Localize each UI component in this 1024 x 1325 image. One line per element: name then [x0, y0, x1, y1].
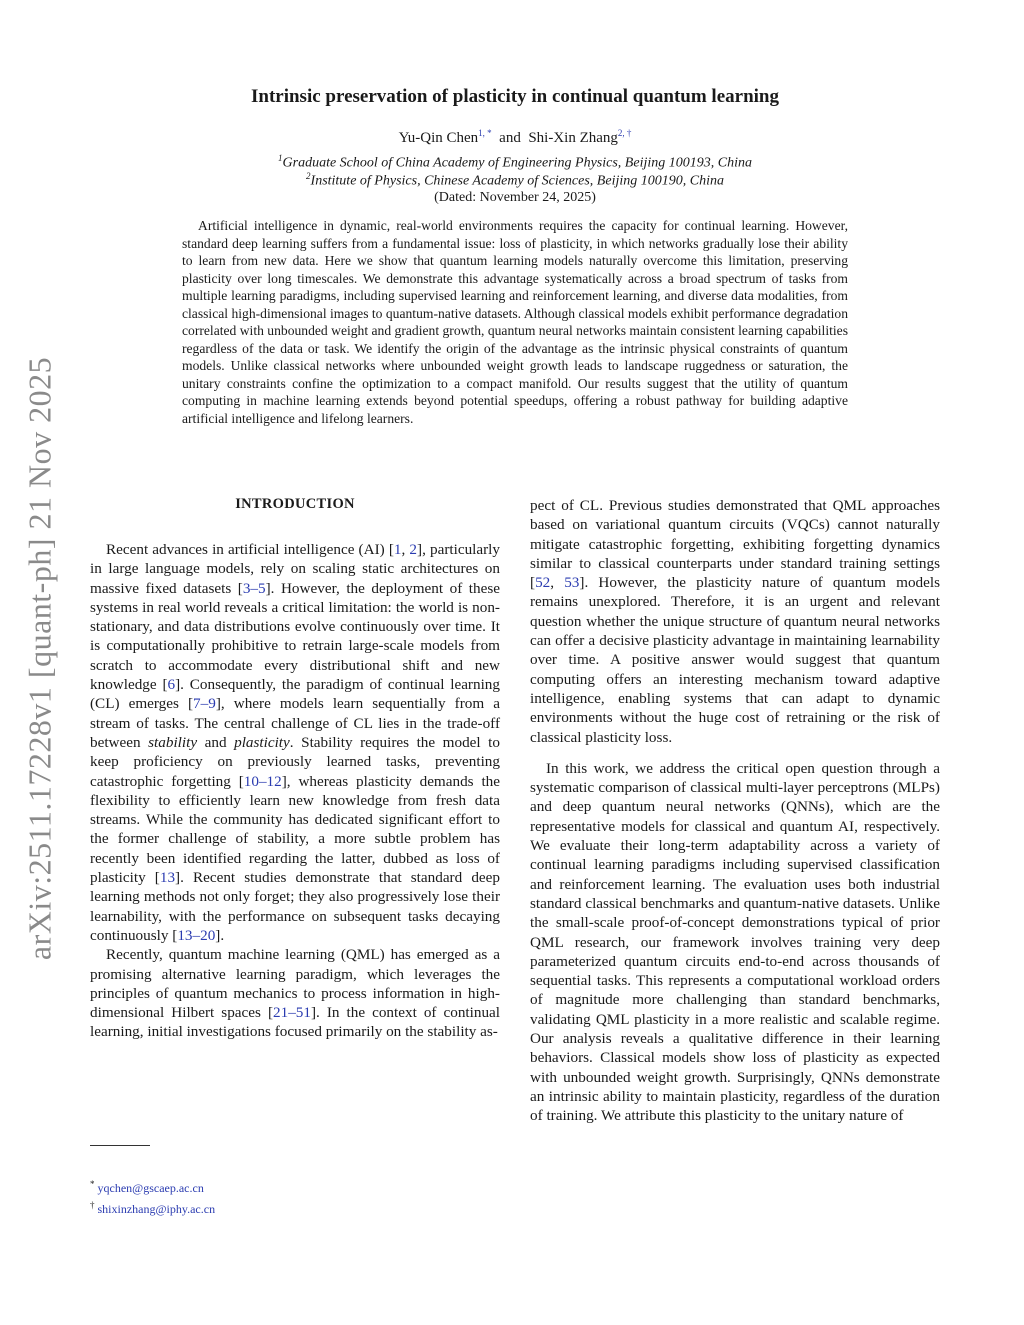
- citation-link[interactable]: 1: [393, 541, 402, 558]
- author-line: [130, 128, 900, 147]
- footnotes: [90, 1176, 490, 1218]
- date-line: (Dated: November 24, 2025): [434, 190, 596, 205]
- footnote-1: * yqchen@gscaep.ac.cn: [90, 1179, 204, 1195]
- affiliation-1-number: 1: [278, 153, 283, 163]
- author-zhang: Shi-Xin Zhang: [528, 130, 618, 146]
- citation-link[interactable]: 10–12: [243, 772, 282, 790]
- affiliation-1: [130, 153, 900, 172]
- arxiv-identifier: arXiv:2511.17228v1 [quant-ph] 21 Nov 2025: [21, 356, 58, 961]
- footnote-2: † shixinzhang@iphy.ac.cn: [90, 1200, 216, 1216]
- citation-link[interactable]: 13: [159, 869, 176, 887]
- footnote-divider: [90, 1145, 150, 1146]
- intro-paragraph-1: Recent advances in artificial intelligence (AI) [1, 2], particularly in large language models, rely on scaling static architectures on massive fixed datasets [3–5]. However, the deployment of these systems in real world reveals a critical limitation: the world is non-stationary, and data distributions evolve continuously over time. It is computationally prohibitive to retrain large-scale models from scratch to accommodate every distributional shift and new knowledge [6]. Consequently, the paradigm of continual learning (CL) emerges [7–9], where models learn sequentially from a stream of tasks. The central challenge of CL lies in the trade-off between stability and plasticity. Stability requires the model to keep proficiency on previously learned tasks, preventing catastrophic forgetting [10–12], whereas plasticity demands the flexibility to efficiently learn new knowledge from fresh data streams. While the community has dedicated significant effort to the former challenge of stability, a more subtle problem has recently been identified regarding the latter, dubbed as loss of plasticity [13]. Recent studies demonstrate that standard deep learning methods not only forget; they also progressively lose their learnability, with the performance on subsequent tasks decaying continuously [13–20].: [90, 541, 500, 944]
- section-heading-introduction: INTRODUCTION: [235, 496, 355, 512]
- citation-link[interactable]: 2: [409, 541, 418, 558]
- citation-link[interactable]: 7–9: [193, 695, 216, 713]
- citation-link[interactable]: 6: [167, 676, 176, 694]
- paper-title: Intrinsic preservation of plasticity in continual quantum learning: [250, 86, 779, 107]
- citation-link[interactable]: 3–5: [242, 579, 266, 597]
- intro-paragraph-2: Recently, quantum machine learning (QML) has emerged as a promising alternative learning paradigm, which leverages the principles of quantum mechanics to process information in high-dimensional Hilbert spaces [21–51]. In the context of continual learning, initial investigations focused primarily on the stability as-: [90, 946, 501, 1041]
- author-zhang-marks[interactable]: 2, †: [617, 128, 632, 138]
- email-link-chen[interactable]: yqchen@gscaep.ac.cn: [97, 1181, 204, 1195]
- abstract: Artificial intelligence in dynamic, real-world environments requires the capacity for continual learning. However, standard deep learning suffers from a fundamental issue: loss of plasticity, in which networks gradually lose their ability to learn from new data. Here we show that quantum learning models naturally overcome this limitation, preserving plasticity over long timescales. We demonstrate this advantage systematically across a broad spectrum of tasks from multiple learning paradigms, including supervised learning and reinforcement learning, and diverse data modalities, from classical high-dimensional images to quantum-native datasets. Although classical models exhibit performance degradation correlated with unbounded weight and gradient growth, quantum neural networks maintain consistent learning capabilities regardless of the data or task. We identify the origin of the advantage as the intrinsic physical constraints of quantum models. Unlike classical networks where unbounded weight growth leads to landscape ruggedness or saturation, the unitary constraints confine the optimization to a compact manifold. Our results suggest that the utility of quantum computing in machine learning extends beyond potential speedups, offering a robust pathway for building adaptive artificial intelligence and lifelong learners.: [182, 218, 848, 426]
- affiliation-1-text: Graduate School of China Academy of Engineering Physics, Beijing 100193, China: [282, 155, 752, 171]
- intro-paragraph-2-continued: pect of CL. Previous studies demonstrated that QML approaches based on variational quantum circuits (VQCs) cannot naturally mitigate catastrophic forgetting, exhibiting forgetting dynamics similar to classical counterparts under standard training settings [52, 53]. However, the plasticity nature of quantum models remains unexplored. Therefore, it is an urgent and relevant question whether the unique structure of quantum neural networks can offer a decisive plasticity advantage in maintaining learnability over time. A positive answer would suggest that quantum computing offers an interesting mechanism toward adaptive intelligence, enabling systems that can adapt to dynamic environments without the huge cost of retraining or the risk of classical plasticity loss.: [530, 497, 940, 746]
- emphasis-stability: stability: [148, 733, 198, 751]
- left-column: [90, 540, 500, 1042]
- emphasis-plasticity: plasticity: [234, 733, 290, 751]
- affiliation-2: [130, 171, 900, 190]
- right-column: [530, 496, 940, 1126]
- citation-link[interactable]: 21–51: [273, 1004, 311, 1022]
- affiliation-2-text: Institute of Physics, Chinese Academy of Sciences, Beijing 100190, China: [310, 173, 724, 189]
- author-chen: Yu-Qin Chen: [398, 130, 479, 146]
- affiliation-2-number: 2: [306, 171, 311, 181]
- citation-link[interactable]: 53: [564, 574, 580, 592]
- email-link-zhang[interactable]: shixinzhang@iphy.ac.cn: [97, 1202, 216, 1216]
- intro-paragraph-3: In this work, we address the critical open question through a systematic comparison of classical multi-layer perceptrons (MLPs) and deep quantum neural networks (QNNs), which are the representative models for classical and quantum AI, respectively. We evaluate their long-term adaptability across a variety of continual learning paradigms including supervised classification and reinforcement learning. The evaluation uses both industrial standard classical benchmarks and quantum-native datasets. Unlike the small-scale proof-of-concept demonstrations typical of prior QML research, our framework involves training very deep parameterized quantum circuits end-to-end across thousands of sequential tasks. This represents a computational workload orders of magnitude more challenging than standard benchmarks, validating QML plasticity in a more realistic and scalable regime. Our analysis reveals a qualitative difference in their learning behaviors. Classical models show loss of plasticity as expected with unbounded weight growth. Surprisingly, QNNs demonstrate an intrinsic ability to maintain plasticity, regardless of the duration of training. We attribute this plasticity to the unitary nature of: [530, 759, 940, 1125]
- citation-link[interactable]: 52: [535, 574, 551, 592]
- author-chen-marks[interactable]: 1, *: [478, 128, 492, 138]
- citation-link[interactable]: 13–20: [177, 926, 216, 944]
- author-conjunction: and: [499, 130, 521, 146]
